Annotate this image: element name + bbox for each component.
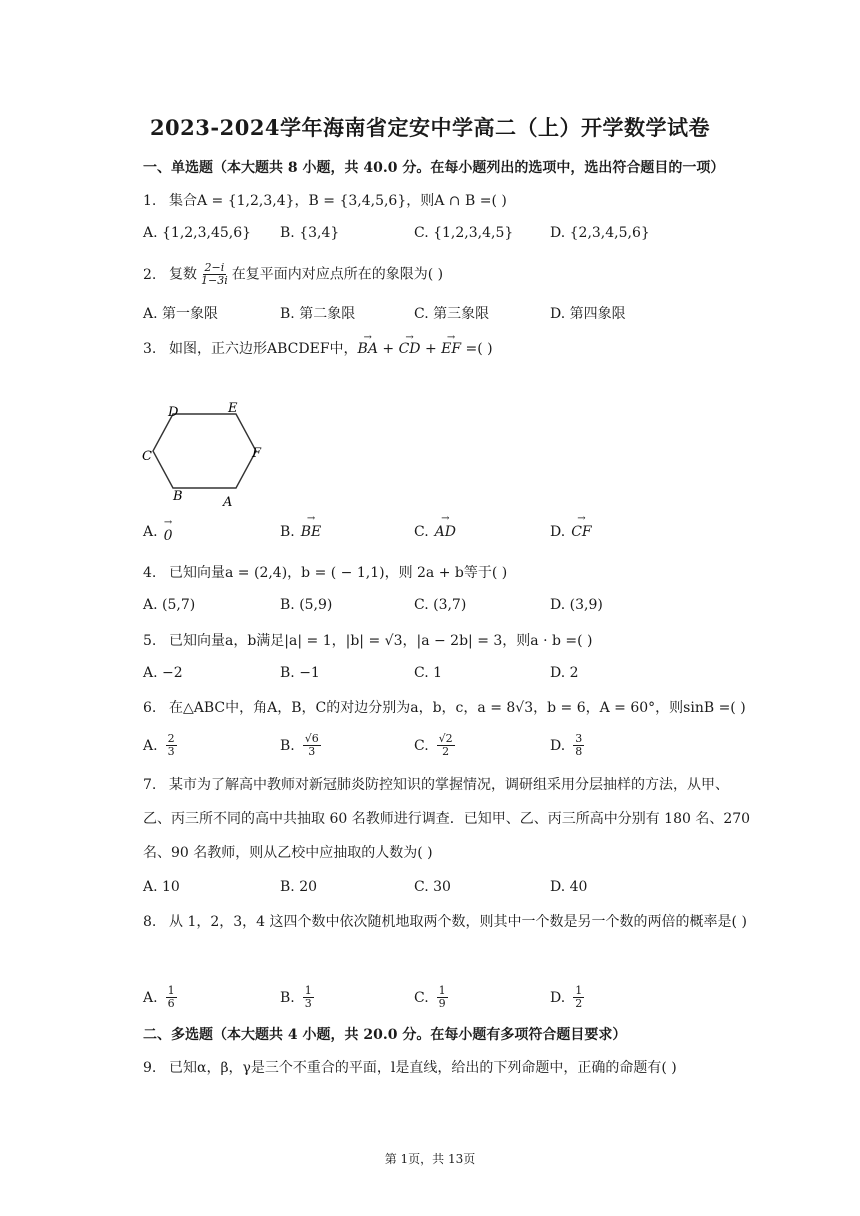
- option-b: [280, 985, 316, 1010]
- option-b: B. {3,4}: [280, 225, 340, 241]
- option-letter: D.: [550, 524, 566, 540]
- fraction-numerator: 1: [575, 984, 583, 997]
- option-c: [414, 733, 457, 758]
- question-2-options: [143, 303, 763, 325]
- vertex-label-d: D: [168, 405, 179, 420]
- fraction-denominator: 2: [575, 997, 583, 1010]
- question-stem: 在△ABC中，角A，B，C的对边分别为a，b，c，a = 8√3，b = 6，A = 60°，则sinB =( ): [169, 700, 746, 716]
- option-letter: D.: [550, 737, 566, 754]
- fraction: [166, 985, 177, 1010]
- option-d: D. 2: [550, 665, 579, 681]
- option-d: D. (3,9): [550, 597, 603, 613]
- option-c: C. 第三象限: [414, 306, 490, 322]
- question-number: 2.: [143, 266, 157, 283]
- option-d: [550, 733, 586, 758]
- fraction-numerator: √2: [438, 732, 453, 745]
- option-d: D. {2,3,4,5,6}: [550, 225, 650, 241]
- fraction: [437, 985, 448, 1010]
- question-6-options: [143, 732, 763, 758]
- question-5: [143, 631, 593, 651]
- vertex-label-f: F: [252, 446, 262, 461]
- question-stem: 集合A = {1,2,3,4}，B = {3,4,5,6}，则A ∩ B =( ): [169, 193, 507, 209]
- vector-cd: → CD: [399, 339, 421, 359]
- plus-sign: +: [377, 341, 399, 357]
- option-a: A. 10: [143, 879, 180, 895]
- option-letter: D.: [550, 989, 566, 1006]
- question-6: [143, 698, 746, 718]
- fraction: [573, 985, 584, 1010]
- question-stem: 已知向量a，b满足|a| = 1，|b| = √3，|a − 2b| = 3，则a · b =( ): [169, 633, 593, 649]
- fraction-numerator: 1: [304, 984, 312, 997]
- question-number: 7.: [143, 777, 157, 793]
- fraction: [437, 733, 455, 758]
- option-d: [550, 985, 586, 1010]
- vector-ef: → EF: [441, 339, 461, 359]
- fraction-denominator: 1−3i: [201, 274, 228, 287]
- option-letter: B.: [280, 989, 295, 1006]
- vertex-label-a: A: [223, 495, 233, 510]
- question-number: 8.: [143, 914, 157, 930]
- question-number: 3.: [143, 341, 157, 357]
- question-7-options: [143, 879, 763, 901]
- option-letter: C.: [414, 737, 429, 754]
- option-a: [143, 733, 179, 758]
- option-a: [143, 985, 179, 1010]
- question-number: 9.: [143, 1060, 157, 1076]
- vector-be: → BE: [301, 524, 322, 540]
- question-stem: 从 1，2，3，4 这四个数中依次随机地取两个数，则其中一个数是另一个数的两倍的概率是( ): [169, 914, 747, 930]
- hexagon-figure: [140, 396, 270, 512]
- section-heading-single-choice: 一、单选题（本大题共 8 小题，共 40.0 分。在每小题列出的选项中，选出符合题目的一项）: [143, 160, 725, 176]
- fraction-denominator: 8: [575, 745, 583, 758]
- option-letter: A.: [143, 524, 158, 540]
- question-stem-pre: 如图，正六边形ABCDEF中，: [169, 341, 358, 357]
- option-a: [143, 524, 173, 544]
- question-number: 6.: [143, 700, 157, 716]
- question-4-options: [143, 597, 763, 619]
- question-4: [143, 563, 507, 583]
- question-7: [143, 768, 753, 870]
- vector-cf: → CF: [571, 524, 591, 540]
- question-8-options: [143, 984, 763, 1010]
- option-b: B. (5,9): [280, 597, 333, 613]
- fraction: [303, 733, 321, 758]
- option-d: D. 40: [550, 879, 588, 895]
- question-1-options: [143, 225, 763, 247]
- hexagon-shape: [153, 414, 256, 488]
- option-letter: C.: [414, 524, 429, 540]
- question-3: [143, 339, 493, 359]
- option-a: A. {1,2,3,45,6}: [143, 225, 252, 241]
- fraction: [303, 985, 314, 1010]
- vertex-label-e: E: [228, 401, 238, 416]
- fraction-denominator: 3: [308, 745, 316, 758]
- zero-vector: → 0: [164, 528, 173, 544]
- section-heading-multiple-choice: 二、多选题（本大题共 4 小题，共 20.0 分。在每小题有多项符合题目要求）: [143, 1027, 627, 1043]
- option-d: [550, 524, 592, 540]
- page-title: 2023-2024学年海南省定安中学高二（上）开学数学试卷: [149, 115, 711, 140]
- option-c: [414, 524, 456, 540]
- option-a: A. −2: [143, 665, 183, 681]
- page-footer: 第 1页，共 13页: [384, 1152, 476, 1166]
- option-d: D. 第四象限: [550, 306, 626, 322]
- fraction: [573, 733, 584, 758]
- question-3-options: [143, 524, 763, 546]
- fraction-denominator: 6: [167, 997, 175, 1010]
- option-c: C. 30: [414, 879, 451, 895]
- option-c: [414, 985, 450, 1010]
- option-b: B. −1: [280, 665, 320, 681]
- fraction: [166, 733, 177, 758]
- vertex-label-b: B: [173, 489, 183, 504]
- fraction-numerator: 3: [575, 732, 583, 745]
- question-stem-post: 在复平面内对应点所在的象限为( ): [231, 266, 444, 283]
- question-stem-post: =( ): [461, 341, 493, 357]
- fraction-denominator: 3: [304, 997, 312, 1010]
- question-8: [143, 905, 753, 939]
- option-c: C. 1: [414, 665, 443, 681]
- question-9: [143, 1058, 677, 1078]
- question-number: 5.: [143, 633, 157, 649]
- vector-ba: → BA: [358, 339, 378, 359]
- fraction-numerator: 1: [438, 984, 446, 997]
- fraction-numerator: 2−i: [204, 261, 225, 274]
- fraction-numerator: 1: [167, 984, 175, 997]
- option-b: B. 20: [280, 879, 318, 895]
- vertex-label-c: C: [142, 449, 152, 464]
- question-stem: 已知向量a = (2,4)，b = ( − 1,1)，则 2a + b等于( ): [169, 565, 508, 581]
- option-b: [280, 733, 323, 758]
- question-stem: 某市为了解高中教师对新冠肺炎防控知识的掌握情况，调研组采用分层抽样的方法，从甲、乙、丙三所不同的高中共抽取 60 名教师进行调查．已知甲、乙、丙三所高中分别有 180 名、270 名、90 名教师，则从乙校中应抽取的人数为( ): [143, 777, 751, 861]
- question-5-options: [143, 665, 763, 687]
- option-c: C. {1,2,3,4,5}: [414, 225, 514, 241]
- option-b: [280, 524, 321, 540]
- fraction-numerator: √6: [304, 732, 319, 745]
- plus-sign: +: [420, 341, 442, 357]
- fraction-denominator: 2: [442, 745, 450, 758]
- fraction: [199, 262, 230, 287]
- option-a: A. (5,7): [143, 597, 196, 613]
- option-letter: A.: [143, 989, 158, 1006]
- option-letter: B.: [280, 737, 295, 754]
- option-letter: C.: [414, 989, 429, 1006]
- question-number: 4.: [143, 565, 157, 581]
- option-a: A. 第一象限: [143, 306, 219, 322]
- question-stem: 已知α，β，γ是三个不重合的平面，l是直线，给出的下列命题中，正确的命题有( ): [169, 1060, 677, 1076]
- question-2: [143, 262, 443, 287]
- question-stem-pre: 复数: [169, 266, 197, 283]
- fraction-denominator: 3: [167, 745, 175, 758]
- question-1: [143, 191, 507, 211]
- question-number: 1.: [143, 193, 157, 209]
- option-c: C. (3,7): [414, 597, 467, 613]
- option-b: B. 第二象限: [280, 306, 356, 322]
- fraction-denominator: 9: [438, 997, 446, 1010]
- fraction-numerator: 2: [167, 732, 175, 745]
- option-letter: A.: [143, 737, 158, 754]
- vector-ad: → AD: [435, 524, 456, 540]
- option-letter: B.: [280, 524, 295, 540]
